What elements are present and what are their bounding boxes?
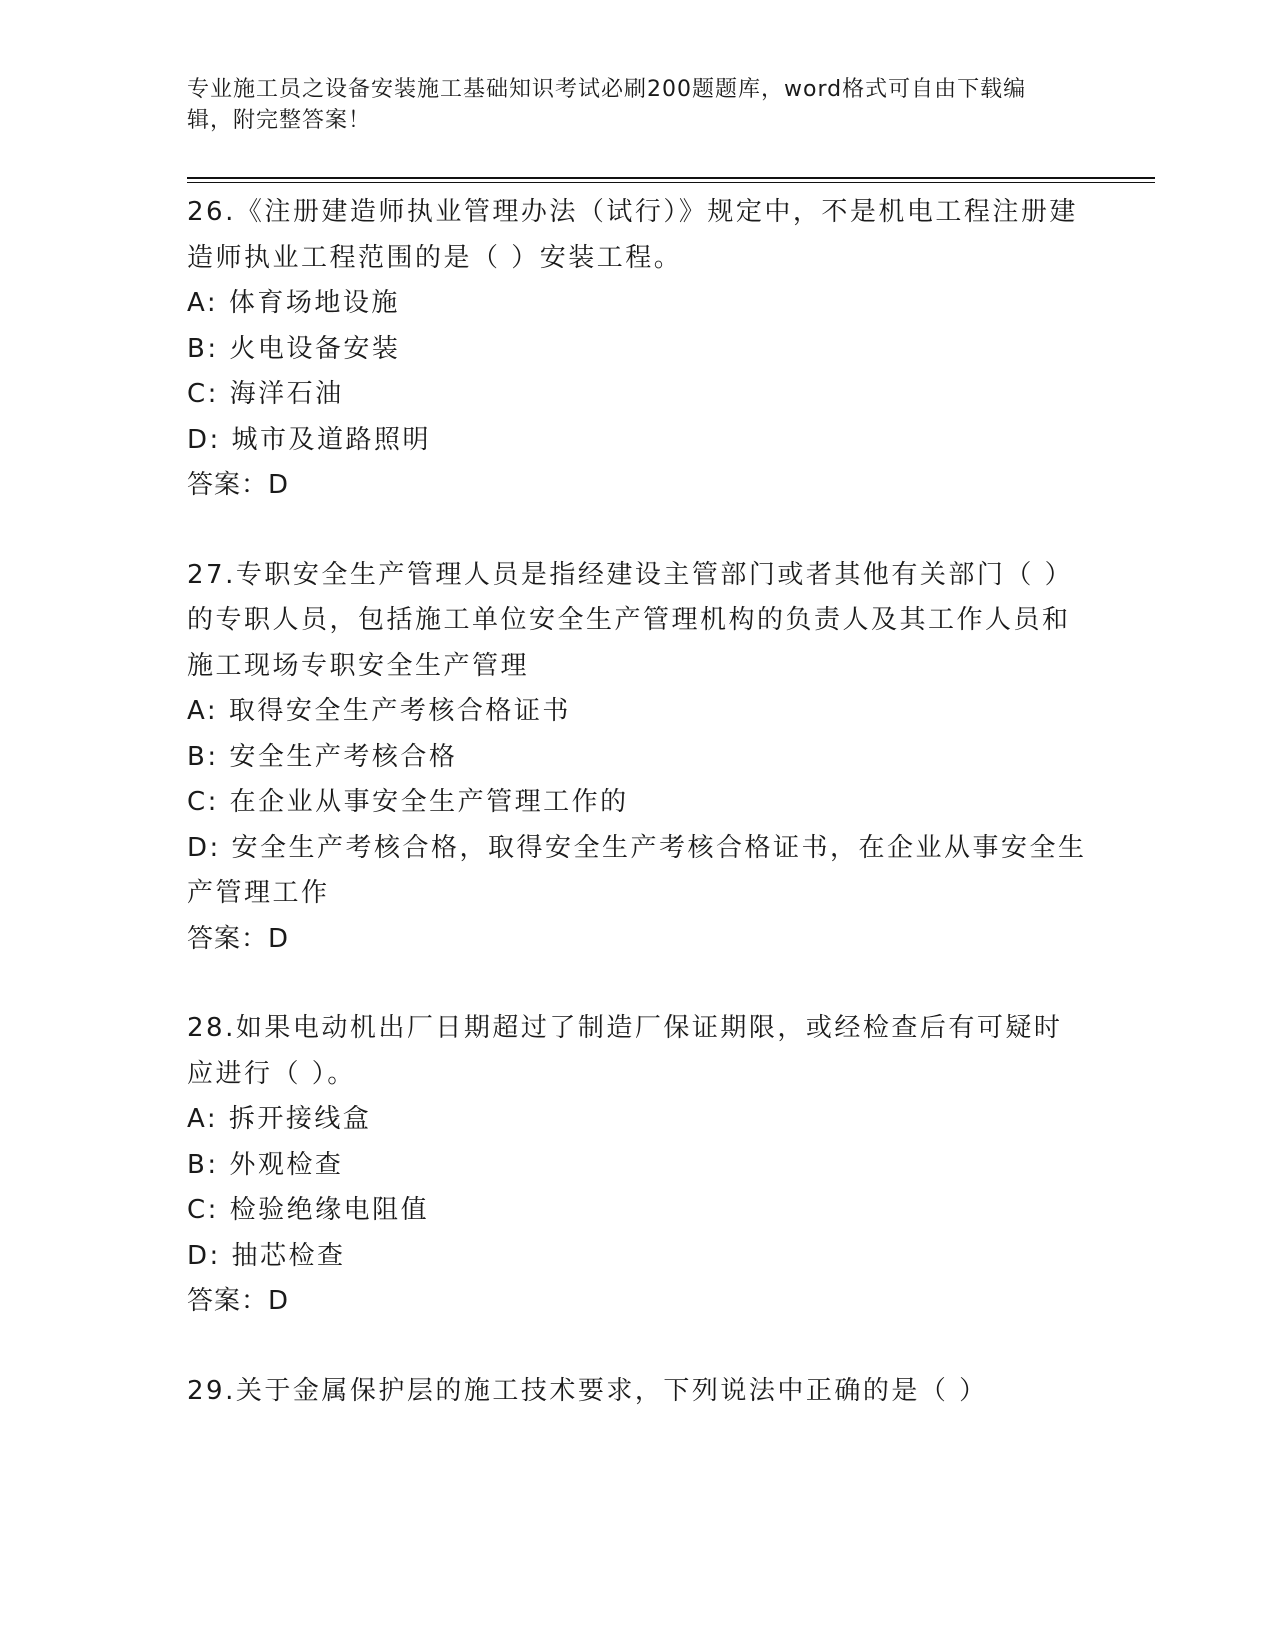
option-c: C: 检验绝缘电阻值 xyxy=(187,1195,430,1225)
question-29 xyxy=(187,1369,1087,1415)
option-a: A: 体育场地设施 xyxy=(187,288,400,318)
question-stem: 28.如果电动机出厂日期超过了制造厂保证期限，或经检查后有可疑时应进行（ ）。 xyxy=(187,1013,1063,1089)
question-list xyxy=(187,190,1087,1458)
option-b: B: 安全生产考核合格 xyxy=(187,741,458,772)
question-stem: 27.专职安全生产管理人员是指经建设主管部门或者其他有关部门（ ）的专职人员，包括施工单位安全生产管理机构的负责人及其工作人员和施工现场专职安全生产管理 xyxy=(187,559,1074,681)
option-b: B: 外观检查 xyxy=(187,1149,344,1180)
answer-line: 答案：D xyxy=(187,923,290,954)
option-b: B: 火电设备安装 xyxy=(187,333,401,364)
question-stem: 26.《注册建造师执业管理办法（试行）》规定中，不是机电工程注册建造师执业工程范围的是（ ）安装工程。 xyxy=(187,197,1078,273)
document-intro: 专业施工员之设备安装施工基础知识考试必刷200题题库，word格式可自由下载编辑，附完整答案！ xyxy=(187,77,1027,133)
option-d: D: 城市及道路照明 xyxy=(187,424,432,455)
question-stem: 29.关于金属保护层的施工技术要求，下列说法中正确的是（ ） xyxy=(187,1375,988,1406)
question-28 xyxy=(187,1006,1087,1325)
answer-line: 答案：D xyxy=(187,470,290,500)
question-27 xyxy=(187,553,1087,963)
question-26 xyxy=(187,190,1087,509)
option-d: D: 安全生产考核合格，取得安全生产考核合格证书，在企业从事安全生产管理工作 xyxy=(187,832,1087,908)
option-c: C: 在企业从事安全生产管理工作的 xyxy=(187,787,629,817)
option-a: A: 拆开接线盒 xyxy=(187,1104,372,1134)
header-divider-thick xyxy=(187,177,1155,179)
header-divider-thin xyxy=(187,182,1155,183)
option-d: D: 抽芯检查 xyxy=(187,1240,346,1271)
option-a: A: 取得安全生产考核合格证书 xyxy=(187,696,571,726)
option-c: C: 海洋石油 xyxy=(187,379,344,409)
answer-line: 答案：D xyxy=(187,1286,290,1316)
